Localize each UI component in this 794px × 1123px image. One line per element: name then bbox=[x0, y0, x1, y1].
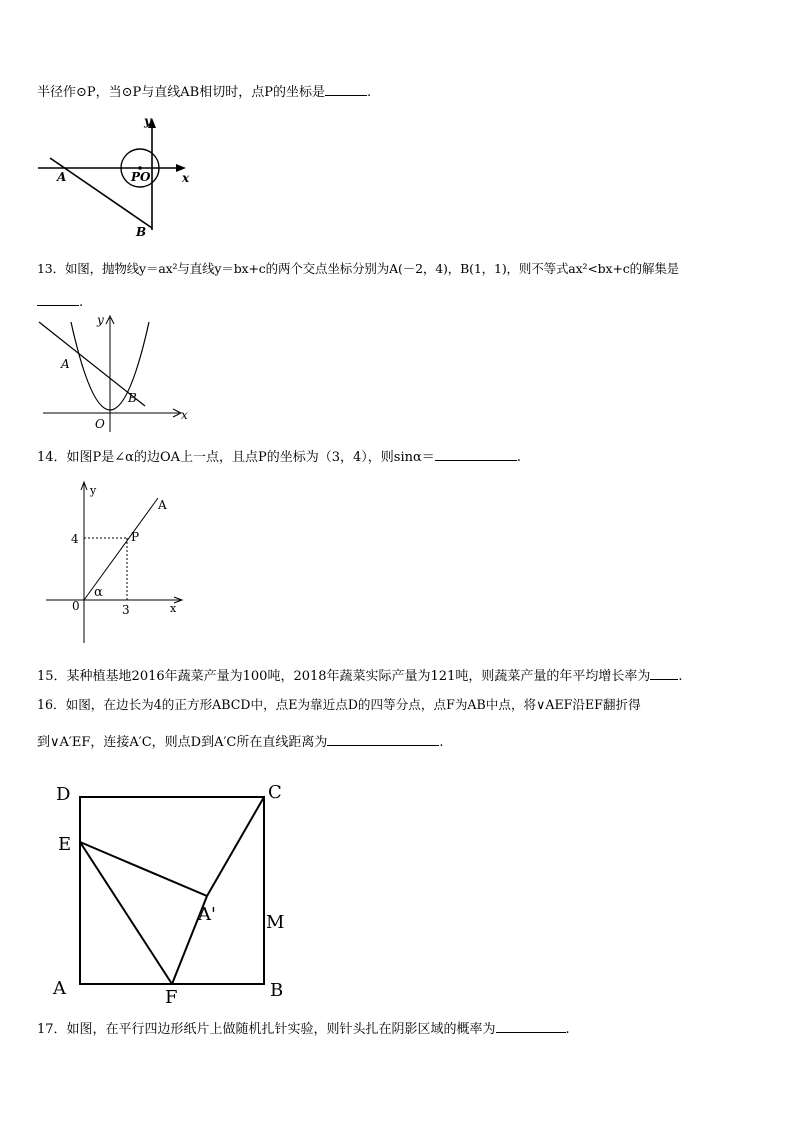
q16-label-a: A bbox=[53, 978, 66, 999]
q12-text bbox=[37, 82, 371, 102]
q12-text-after: . bbox=[366, 85, 372, 100]
q14-label-3: 3 bbox=[122, 603, 130, 617]
q13-label-a: A bbox=[61, 357, 70, 371]
q13-text-line2 bbox=[37, 292, 83, 312]
q13-label-o: O bbox=[95, 417, 105, 431]
q14-text-before: 14．如图P是∠α的边OA上一点，且点P的坐标为（3，4），则sinα＝ bbox=[37, 450, 435, 465]
q14-label-0: 0 bbox=[72, 599, 80, 613]
q14-label-alpha: α bbox=[94, 585, 103, 600]
q16-label-m: M bbox=[266, 912, 285, 933]
q17-text-after: . bbox=[565, 1022, 570, 1037]
q13-label-y: y bbox=[97, 313, 104, 327]
q16-segment-ea bbox=[80, 842, 207, 896]
q12-label-b: B bbox=[136, 225, 147, 239]
q17-text bbox=[37, 1019, 570, 1039]
q17-text-before: 17．如图，在平行四边形纸片上做随机扎针实验，则针头扎在阴影区域的概率为 bbox=[37, 1022, 496, 1037]
q12-label-a: A bbox=[57, 170, 67, 184]
q15-answer-blank bbox=[650, 666, 678, 680]
q16-label-f: F bbox=[165, 987, 178, 1008]
q13-text-after: . bbox=[79, 295, 84, 310]
q16-label-c: C bbox=[268, 782, 282, 803]
q16-segment-ef bbox=[80, 842, 172, 984]
q13-label-b: B bbox=[128, 391, 137, 405]
q13-text: 13．如图，抛物线y＝ax²与直线y＝bx+c的两个交点坐标分别为A(－2，4)，B(1，1)，则不等式ax²<bx+c的解集是 bbox=[37, 261, 680, 276]
q16-text-after: . bbox=[439, 735, 444, 750]
q16-label-e: E bbox=[58, 834, 72, 855]
q17-answer-blank bbox=[496, 1019, 566, 1033]
q16-label-d: D bbox=[56, 784, 71, 805]
q15-text bbox=[37, 666, 682, 686]
q14-answer-blank bbox=[435, 447, 517, 461]
q16-segment-ac bbox=[207, 797, 264, 896]
q16-square-abcd bbox=[80, 797, 264, 984]
q14-figure bbox=[40, 478, 200, 648]
q16-answer-blank bbox=[327, 732, 439, 746]
q14-text bbox=[37, 447, 521, 467]
q15-text-before: 15．某种植基地2016年蔬菜产量为100吨，2018年蔬菜实际产量为121吨，则蔬菜产量的年平均增长率为 bbox=[37, 669, 651, 684]
q12-figure bbox=[30, 110, 200, 245]
q16-figure bbox=[50, 780, 300, 1010]
q12-text-before: 半径作⊙P，当⊙P与直线AB相切时，点P的坐标是 bbox=[37, 85, 325, 100]
q12-label-y: y bbox=[144, 114, 151, 128]
q13-figure bbox=[35, 310, 195, 435]
q14-label-y: y bbox=[90, 484, 97, 497]
q12-label-x: x bbox=[182, 171, 190, 185]
q14-label-p: P bbox=[131, 530, 140, 544]
q16-text-line2 bbox=[37, 732, 444, 752]
q12-label-po: PO bbox=[131, 170, 151, 184]
q16-text-line1: 16．如图，在边长为4的正方形ABCD中，点E为靠近点D的四等分点，点F为AB中点，将∨AEF沿EF翻折得 bbox=[37, 697, 641, 712]
q16-label-b: B bbox=[270, 980, 284, 1001]
q16-label-a-prime: A' bbox=[198, 904, 216, 925]
q14-label-4: 4 bbox=[71, 532, 79, 546]
q14-label-a: A bbox=[158, 498, 167, 512]
q12-answer-blank bbox=[325, 82, 367, 96]
q14-text-after: . bbox=[516, 450, 521, 465]
q13-answer-blank bbox=[37, 292, 79, 306]
q15-text-after: . bbox=[678, 669, 683, 684]
q13-label-x: x bbox=[181, 408, 188, 422]
q14-label-x: x bbox=[170, 602, 177, 615]
q16-text-before: 到∨A′EF，连接A′C，则点D到A′C所在直线距离为 bbox=[37, 735, 328, 750]
